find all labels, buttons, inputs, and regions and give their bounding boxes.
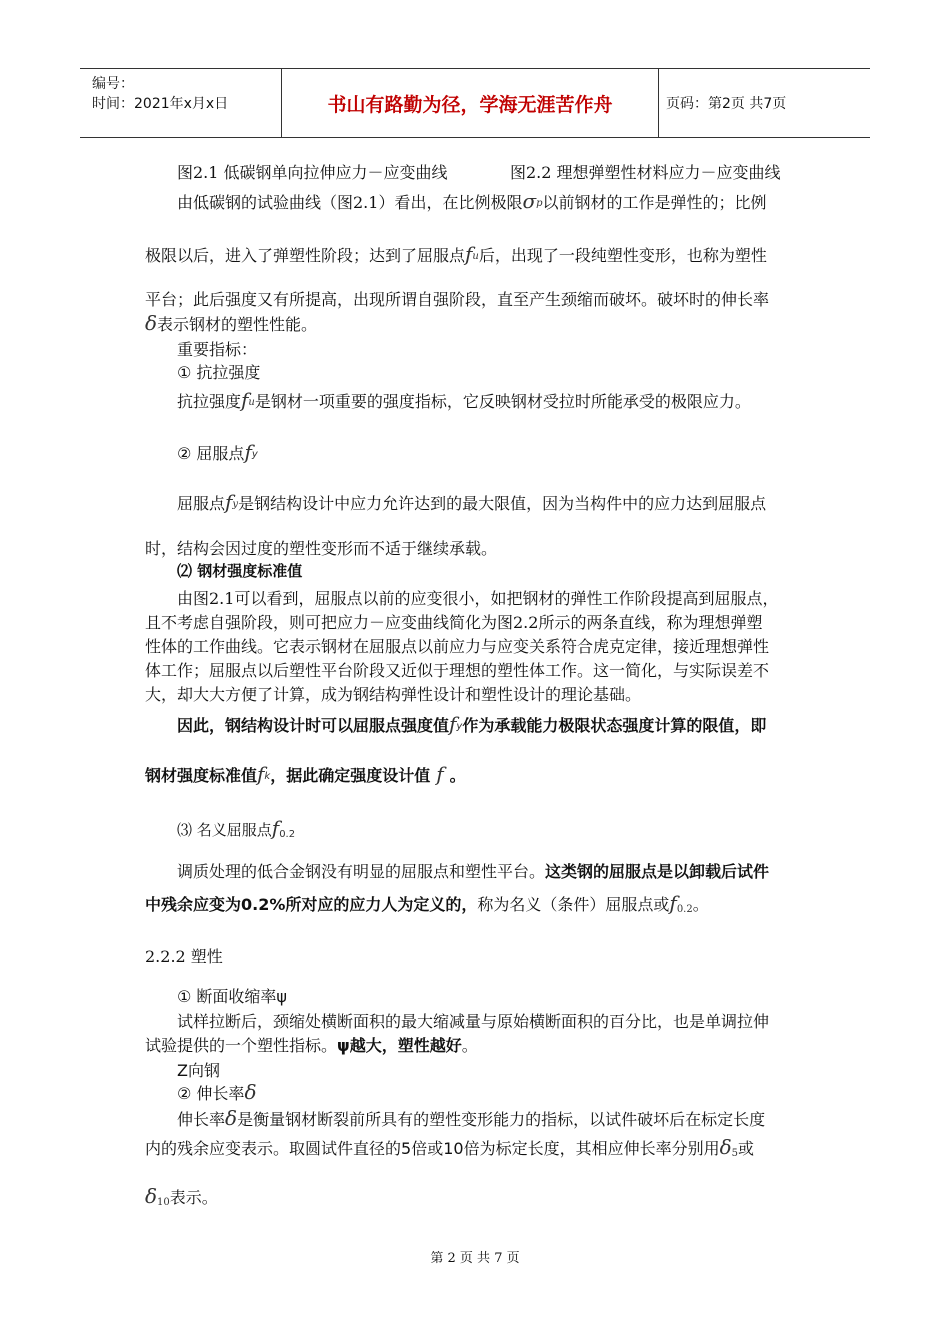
section-heading: ⑵ 钢材强度标准值 [177,562,303,580]
figure-caption-2: 图2.2 理想弹塑性材料应力－应变曲线 [510,163,781,182]
paragraph-line: 平台；此后强度又有所提高，出现所谓自强阶段，直至产生颈缩而破坏。破坏时的伸长率 [145,290,770,309]
paragraph-line: 由低碳钢的试验曲线（图2.1）看出，在比例极限$\sigma^p$以前钢材的工作是弹性的；比例 [177,189,767,213]
paragraph-line: 调质处理的低合金钢没有明显的屈服点和塑性平台。这类钢的屈服点是以卸载后试件 [177,862,770,881]
motto: 书山有路勤为径，学海无涯苦作舟 [327,93,613,116]
paragraph-line: 且不考虑自强阶段，则可把应力－应变曲线简化为图2.2所示的两条直线，称为理想弹塑 [145,613,763,632]
section-2-2-2-heading: 2.2.2 塑性 [145,947,223,966]
paragraph-line: 大，却大大方便了计算，成为钢结构弹性设计和塑性设计的理论基础。 [145,685,642,704]
paragraph-line: 体工作；屈服点以后塑性平台阶段又近似于理想的塑性体工作。这一简化，与实际误差不 [145,661,770,680]
paragraph-line: 试验提供的一个塑性指标。ψ越大，塑性越好。 [145,1036,478,1055]
section-heading: ⑶ 名义屈服点f0.2 [177,816,296,840]
paragraph-line: 屈服点$f^y$是钢结构设计中应力允许达到的最大限值，因为当构件中的应力达到屈服点 [177,490,767,514]
paragraph-line: 由图2.1可以看到，屈服点以前的应变很小，如把钢材的弹性工作阶段提高到屈服点， [177,589,779,608]
paragraph-line: 极限以后，进入了弹塑性阶段；达到了屈服点$f^u$后，出现了一段纯塑性变形，也称为塑性 [145,242,767,266]
page-footer: 第 2 页 共 7 页 [430,1251,520,1266]
paragraph-line: δ10表示。 [145,1184,218,1208]
f-symbol: f [257,762,265,786]
delta-symbol: δ [225,1106,238,1130]
f-symbol: f [241,388,249,412]
page-indicator: 页码：第2页 共7页 [666,96,787,112]
delta-symbol: δ [244,1080,257,1104]
delta-symbol: δ [145,1184,158,1208]
paragraph-line: 抗拉强度$f^u$是钢材一项重要的强度指标，它反映钢材受拉时所能承受的极限应力。 [177,388,751,412]
header-motto-cell [281,69,659,137]
z-steel-label: Z向钢 [177,1061,220,1080]
item-yield-point: ② 屈服点$f^y$ [177,440,258,464]
paragraph-line: 内的残余应变表示。取圆试件直径的5倍或10倍为标定长度，其相应伸长率分别用δ5或 [145,1135,755,1159]
paragraph-line: 因此，钢结构设计时可以屈服点强度值$f^y$作为承载能力极限状态强度计算的限值，即 [177,712,767,736]
paragraph-line: 性体的工作曲线。它表示钢材在屈服点以前应力与应变关系符合虎克定律，接近理想弹性 [145,637,770,656]
paragraph-line: δ表示钢材的塑性性能。 [145,311,318,335]
f-symbol: f [465,242,473,266]
f-symbol: f [669,891,677,915]
delta-symbol: δ [719,1135,732,1159]
paragraph-line: 钢材强度标准值$f^k$，据此确定强度设计值 f 。 [145,762,466,786]
paragraph-line: 时，结构会因过度的塑性变形而不适于继续承载。 [145,539,498,558]
f-symbol: f [271,816,280,840]
header-left [80,69,281,137]
date-text: 时间：2021年x月x日 [92,96,229,112]
important-label: 重要指标： [177,340,258,359]
delta-symbol: δ [145,311,158,335]
paragraph-line: 试样拉断后，颈缩处横断面积的最大缩减量与原始横断面积的百分比，也是单调拉伸 [177,1012,770,1031]
figure-caption-1: 图2.1 低碳钢单向拉伸应力－应变曲线 [177,163,448,182]
f-symbol: f [449,712,457,736]
paragraph-line: 伸长率δ是衡量钢材断裂前所具有的塑性变形能力的指标，以试件破坏后在标定长度 [177,1106,766,1130]
header-page-cell [658,69,878,137]
sigma-symbol: σ [522,189,537,213]
page-header [80,68,870,138]
code-label: 编号： [92,76,134,92]
item-reduction-of-area: ① 断面收缩率ψ [177,987,287,1006]
paragraph-line: 中残余应变为0.2%所对应的应力人为定义的，称为名义（条件）屈服点或f0.2。 [145,891,709,915]
item-tensile-strength: ① 抗拉强度 [177,363,261,382]
item-elongation: ② 伸长率δ [177,1080,257,1104]
f-symbol: f [225,490,233,514]
f-symbol: f [244,440,252,464]
f-symbol: f [436,762,444,786]
